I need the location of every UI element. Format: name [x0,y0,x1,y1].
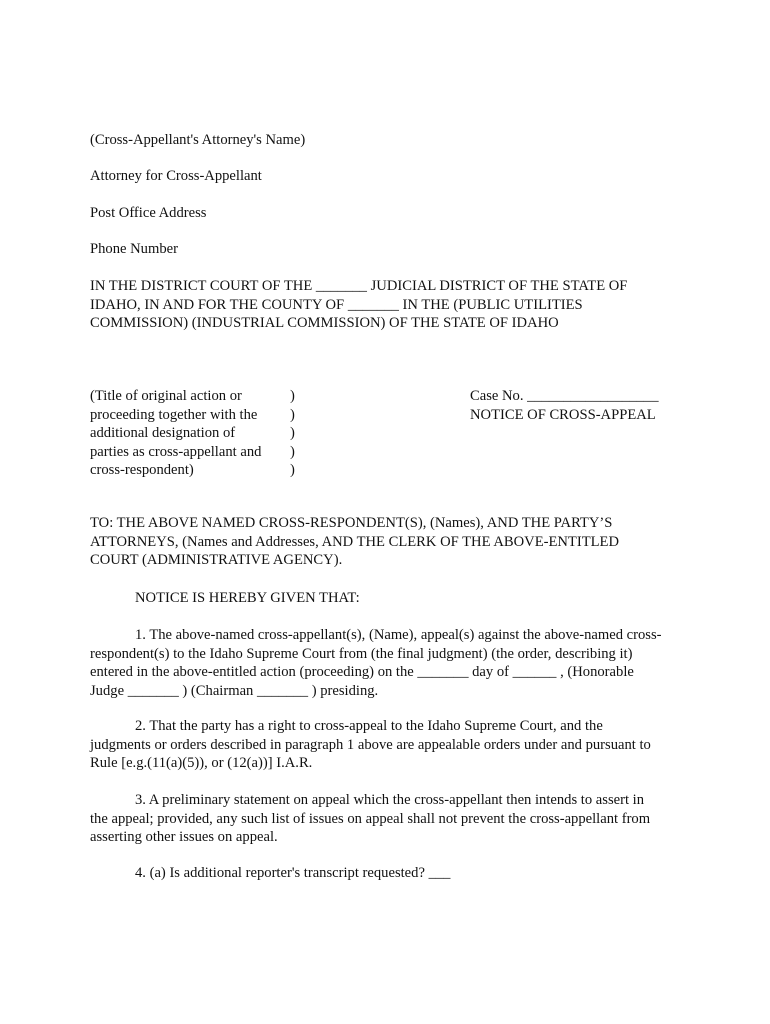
court-heading-line: COMMISSION) (INDUSTRIAL COMMISSION) OF THE STATE OF IDAHO [90,315,559,331]
paragraph-3 [90,791,690,847]
caption-paren: ) [290,443,295,460]
caption-line: proceeding together with the [90,406,258,423]
paragraph-line: 4. (a) Is additional reporter's transcript requested? ___ [135,865,451,881]
caption-paren: ) [290,388,295,404]
caption-paren: ) [290,406,295,423]
addressee-line: COURT (ADMINISTRATIVE AGENCY). [90,552,343,568]
paragraph-line: respondent(s) to the Idaho Supreme Court from (the final judgment) (the order, describing it) [90,645,633,662]
notice-title: NOTICE OF CROSS-APPEAL [470,406,656,423]
paragraph-line: asserting other issues on appeal. [90,829,278,845]
court-heading [90,277,690,333]
caption-line: parties as cross-appellant and [90,443,262,460]
court-heading-line: IDAHO, IN AND FOR THE COUNTY OF _______ IN THE (PUBLIC UTILITIES [90,296,583,313]
attorney-for: Attorney for Cross-Appellant [90,168,262,184]
addressee-line: ATTORNEYS, (Names and Addresses, AND THE CLERK OF THE ABOVE-ENTITLED [90,533,619,550]
notice-given-heading: NOTICE IS HEREBY GIVEN THAT: [135,590,360,606]
paragraph-line: 3. A preliminary statement on appeal which the cross-appellant then intends to assert in [135,792,645,808]
phone-number: Phone Number [90,241,178,257]
caption-paren: ) [290,425,295,441]
addressee-line: TO: THE ABOVE NAMED CROSS-RESPONDENT(S), (Names), AND THE PARTY’S [90,515,613,531]
caption-divider [290,387,310,480]
attorney-name: (Cross-Appellant's Attorney's Name) [90,132,306,148]
addressee-block [90,514,690,570]
paragraph-4 [90,864,690,883]
paragraph-line: 1. The above-named cross-appellant(s), (Name), appeal(s) against the above-named cross- [135,627,662,643]
post-office-address: Post Office Address [90,205,207,221]
caption-paren: ) [290,462,295,478]
caption-line: (Title of original action or [90,388,242,404]
case-number: Case No. __________________ [470,388,659,404]
caption-line: cross-respondent) [90,462,194,478]
paragraph-line: the appeal; provided, any such list of issues on appeal shall not prevent the cross-appellant from [90,810,651,827]
paragraph-line: judgments or orders described in paragraph 1 above are appealable orders under and pursuant to [90,736,651,753]
paragraph-line: entered in the above-entitled action (proceeding) on the _______ day of ______ , (Honorable [90,664,634,680]
paragraph-line: Rule [e.g.(11(a)(5)), or (12(a))] I.A.R. [90,755,313,771]
paragraph-2 [90,717,690,773]
caption-line: additional designation of [90,425,236,441]
court-heading-line: IN THE DISTRICT COURT OF THE _______ JUDICIAL DISTRICT OF THE STATE OF [90,278,628,294]
paragraph-line: Judge _______ ) (Chairman _______ ) presiding. [90,682,379,699]
paragraph-1 [90,626,690,700]
case-info [470,387,690,424]
paragraph-line: 2. That the party has a right to cross-appeal to the Idaho Supreme Court, and the [135,718,603,734]
case-caption-title [90,387,280,480]
